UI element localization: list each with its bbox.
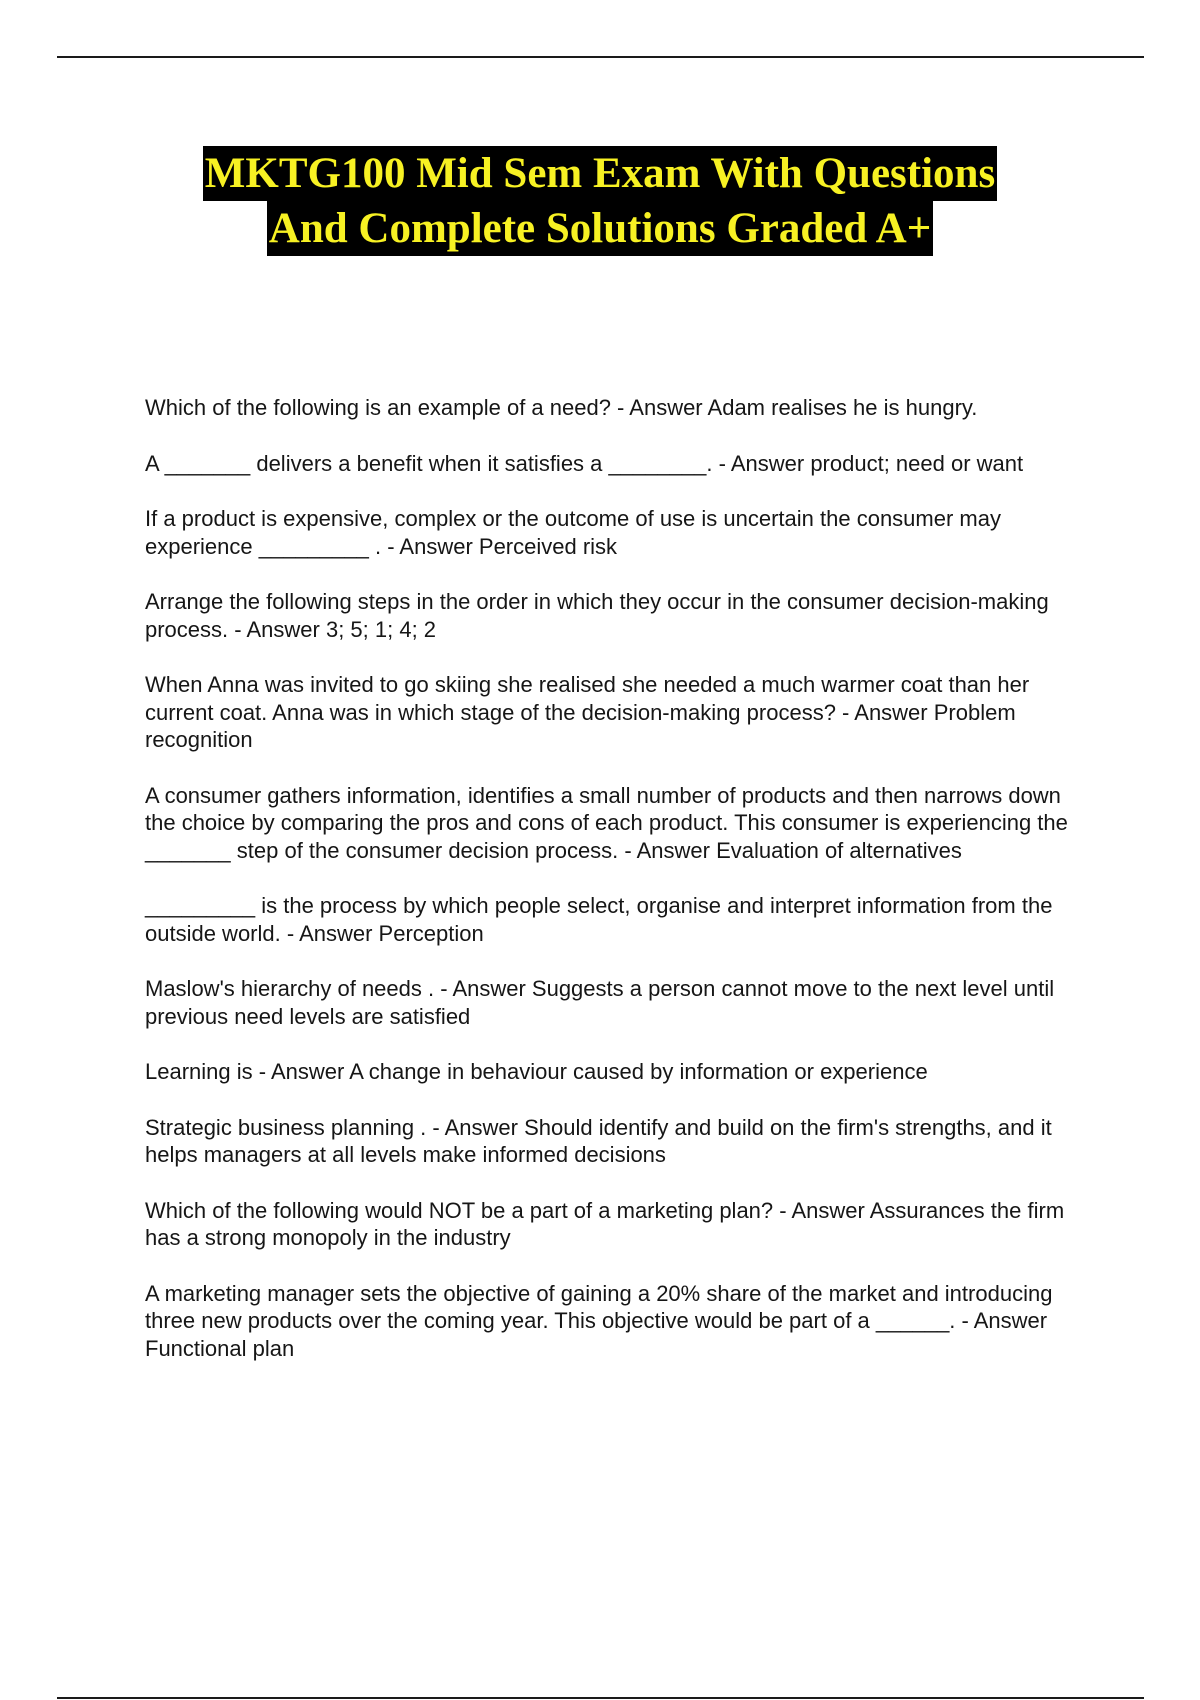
qa-item-8: Maslow's hierarchy of needs . - Answer Suggests a person cannot move to the next level until previous need levels are satisfied xyxy=(145,976,1055,1029)
title-line-1: MKTG100 Mid Sem Exam With Questions xyxy=(203,146,997,201)
title-line-2: And Complete Solutions Graded A+ xyxy=(267,201,933,256)
document-title xyxy=(0,146,1200,256)
qa-item-4: Arrange the following steps in the order in which they occur in the consumer decision-making process. - Answer 3; 5; 1; 4; 2 xyxy=(145,589,1049,642)
qa-item-1: Which of the following is an example of a need? - Answer Adam realises he is hungry. xyxy=(145,395,978,420)
qa-item-9: Learning is - Answer A change in behaviour caused by information or experience xyxy=(145,1059,928,1084)
qa-item-10: Strategic business planning . - Answer Should identify and build on the firm's strengths, and it helps managers at all levels make informed decisions xyxy=(145,1114,1052,1167)
qa-item-6: A consumer gathers information, identifies a small number of products and then narrows down the choice by comparing the pros and cons of each product. This consumer is experiencing the _______ step of the consumer decision process. - Answer Evaluation of alternatives xyxy=(145,782,1068,863)
bottom-divider xyxy=(57,1697,1144,1699)
qa-item-11: Which of the following would NOT be a part of a marketing plan? - Answer Assurances the firm has a strong monopoly in the industry xyxy=(145,1197,1065,1250)
question-answer-list xyxy=(145,394,1095,1390)
top-divider xyxy=(57,56,1144,58)
qa-item-2: A _______ delivers a benefit when it satisfies a ________. - Answer product; need or want xyxy=(145,450,1024,476)
qa-item-12: A marketing manager sets the objective of gaining a 20% share of the market and introducing three new products over the coming year. This objective would be part of a ______. - Answer Functional plan xyxy=(145,1280,1053,1361)
qa-item-7: _________ is the process by which people select, organise and interpret information from the outside world. - Answer Perception xyxy=(145,893,1053,946)
qa-item-3: If a product is expensive, complex or the outcome of use is uncertain the consumer may experience _________ . - Answer Perceived risk xyxy=(145,506,1001,559)
qa-item-5: When Anna was invited to go skiing she realised she needed a much warmer coat than her current coat. Anna was in which stage of the decision-making process? - Answer Problem recognition xyxy=(145,672,1030,752)
